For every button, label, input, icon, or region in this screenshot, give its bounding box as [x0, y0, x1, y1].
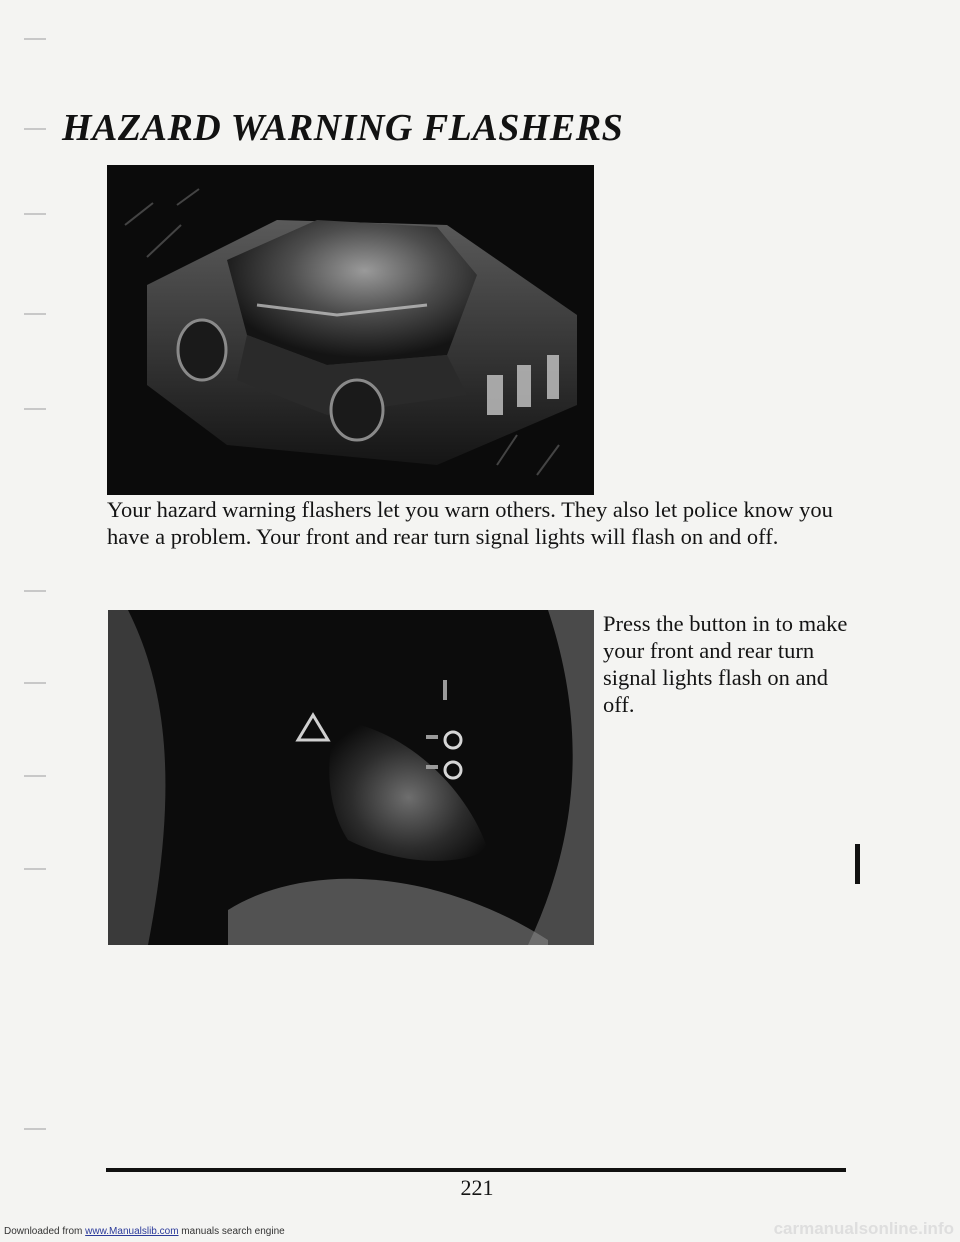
- car-photo: [107, 165, 594, 495]
- credit-prefix: Downloaded from: [4, 1226, 86, 1237]
- section-tab-mark: [855, 844, 860, 884]
- hazard-button-caption: Press the button in to make your front and rear turn signal lights flash on and off.: [603, 611, 848, 717]
- credit-suffix: manuals search engine: [178, 1226, 285, 1237]
- page-title: HAZARD WARNING FLASHERS: [62, 107, 624, 149]
- intro-paragraph: Your hazard warning flashers let you warn others. They also let police know you have a problem. Your front and rear turn signal lights will flash on and off.: [107, 497, 833, 549]
- hazard-button-photo: [108, 610, 594, 945]
- page-edge-marks: [24, 0, 50, 1242]
- page-number: 221: [460, 1175, 494, 1200]
- site-watermark: carmanualsonline.info: [773, 1219, 954, 1238]
- manualslib-link[interactable]: www.Manualslib.com: [85, 1226, 179, 1237]
- footer-rule: [106, 1168, 846, 1172]
- download-credit: [4, 1226, 285, 1237]
